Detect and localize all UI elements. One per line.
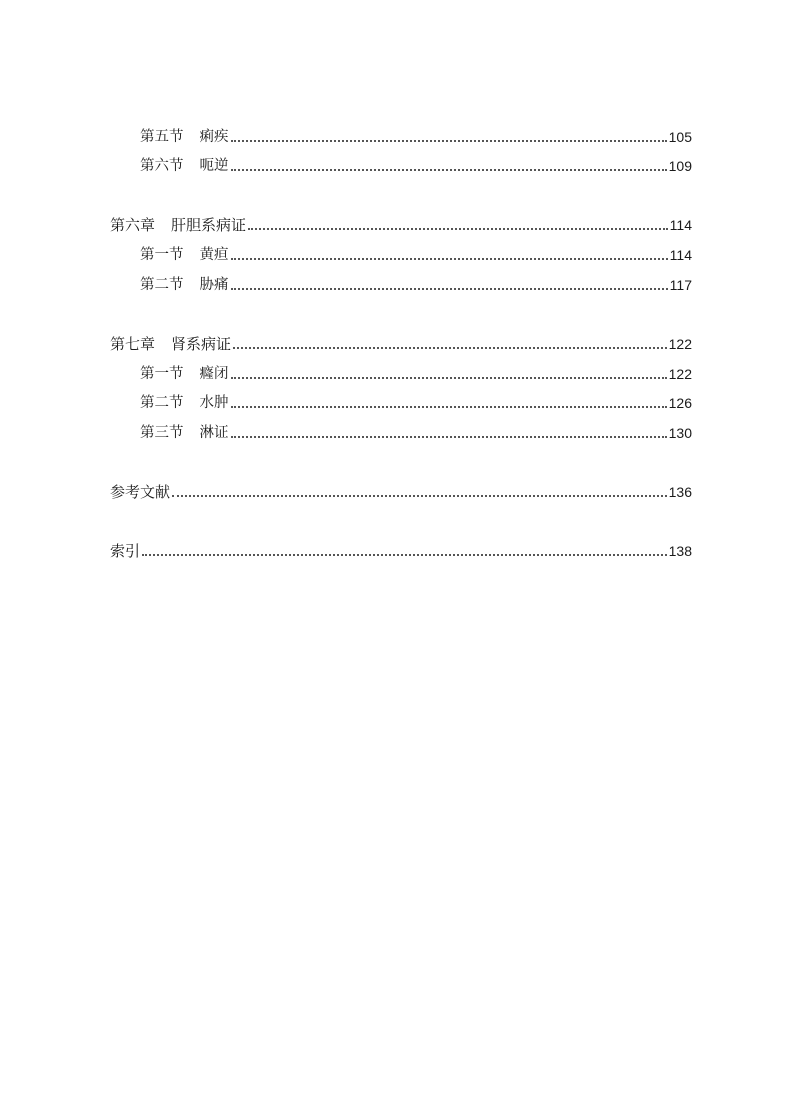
- toc-entry-page: 138: [668, 543, 692, 559]
- toc-leader-dots: [231, 406, 667, 408]
- toc-entry-number: 第一节: [140, 247, 184, 263]
- toc-entry-page: 122: [668, 336, 692, 352]
- toc-leader-dots: [233, 347, 667, 349]
- toc-entry-section[interactable]: [110, 273, 692, 297]
- toc-leader-dots: [231, 258, 668, 260]
- toc-entry-title: 黄疸: [199, 247, 229, 263]
- toc-entry-page: 122: [668, 366, 692, 382]
- toc-leader-dots: [248, 228, 668, 230]
- toc-entry-title: 参考文献: [110, 483, 171, 501]
- toc-leader-dots: [142, 554, 667, 556]
- toc-entry-section[interactable]: [110, 125, 692, 149]
- toc-entry-title: 呃逆: [199, 158, 229, 174]
- toc-entry-title: 痢疾: [199, 129, 229, 145]
- toc-entry-index[interactable]: [110, 539, 692, 563]
- toc-entry-section[interactable]: [110, 243, 692, 267]
- toc-entry-number: 第七章: [110, 335, 156, 353]
- toc-entry-number: 第六章: [110, 216, 156, 234]
- toc-entry-chapter[interactable]: [110, 332, 692, 356]
- toc-entry-title: 淋证: [199, 425, 229, 441]
- toc-entry-title: 胁痛: [199, 277, 229, 293]
- toc-entry-page: 130: [668, 425, 692, 441]
- toc-entry-number: 第五节: [140, 129, 184, 145]
- toc-entry-title: 索引: [110, 542, 141, 560]
- toc-entry-title: 水肿: [199, 395, 229, 411]
- toc-entry-number: 第三节: [140, 425, 184, 441]
- toc-entry-references[interactable]: [110, 480, 692, 504]
- toc-entry-title: 肝胆系病证: [171, 216, 247, 234]
- toc-entry-page: 114: [669, 247, 692, 263]
- toc-entry-page: 136: [668, 484, 692, 500]
- toc-leader-dots: [231, 140, 667, 142]
- toc-entry-number: 第六节: [140, 158, 184, 174]
- toc-leader-dots: [231, 377, 667, 379]
- toc-leader-dots: [172, 495, 667, 497]
- toc-entry-number: 第一节: [140, 366, 184, 382]
- toc-entry-page: 105: [668, 129, 692, 145]
- toc-entry-section[interactable]: [110, 362, 692, 386]
- toc-leader-dots: [231, 288, 668, 290]
- toc-leader-dots: [231, 436, 667, 438]
- toc-entry-section[interactable]: [110, 391, 692, 415]
- toc-entry-page: 126: [668, 395, 692, 411]
- toc-leader-dots: [231, 169, 667, 171]
- toc-entry-title: 癃闭: [199, 366, 229, 382]
- toc-entry-section[interactable]: [110, 154, 692, 178]
- toc-entry-page: 117: [669, 277, 692, 293]
- toc-entry-title: 肾系病证: [171, 335, 232, 353]
- toc-entry-section[interactable]: [110, 421, 692, 445]
- toc-entry-number: 第二节: [140, 395, 184, 411]
- toc-entry-page: 114: [669, 217, 692, 233]
- toc-entry-number: 第二节: [140, 277, 184, 293]
- toc-entry-chapter[interactable]: [110, 213, 692, 237]
- toc-entry-page: 109: [668, 158, 692, 174]
